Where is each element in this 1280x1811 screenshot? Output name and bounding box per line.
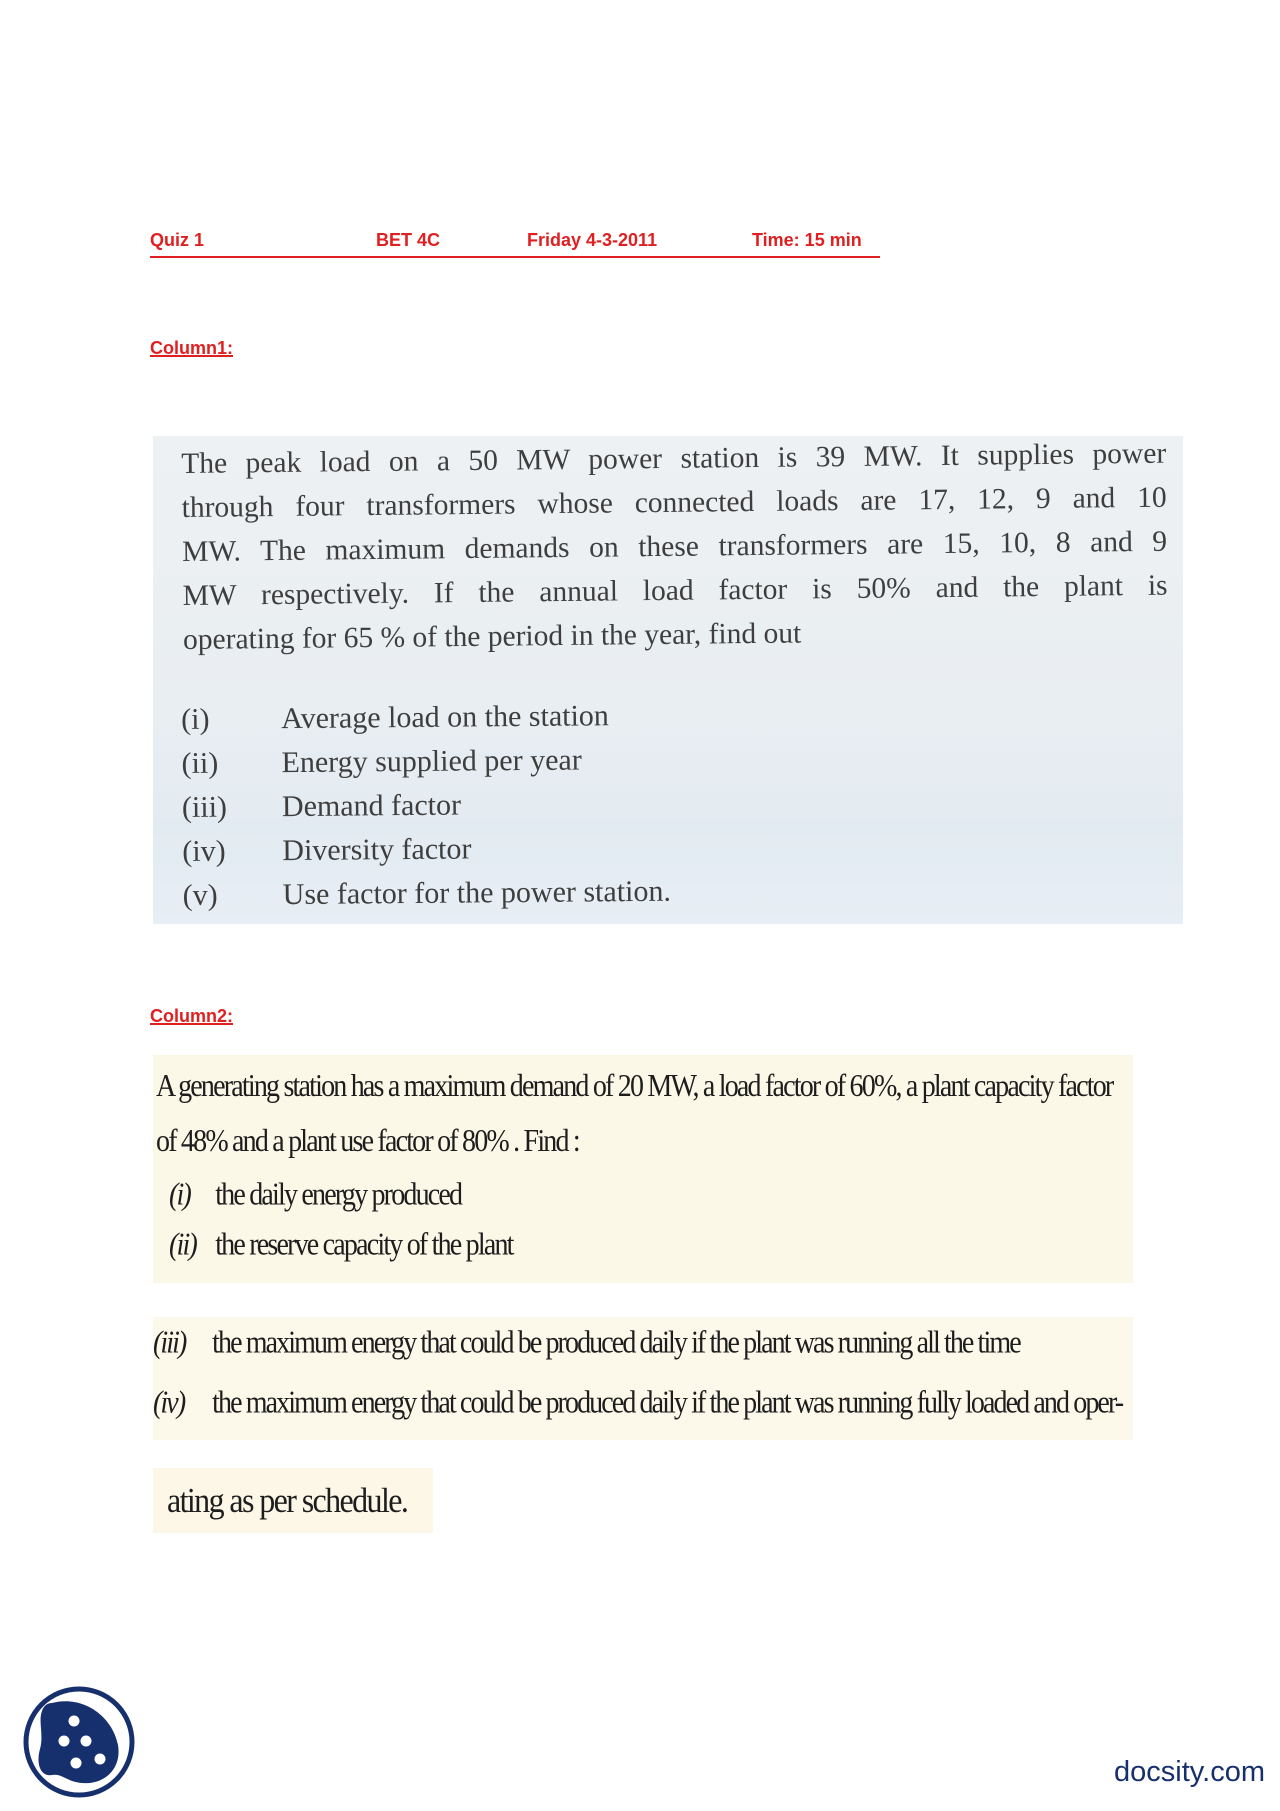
docsity-logo-icon [22,1685,136,1799]
item-text: Energy supplied per year [281,743,582,780]
list-item [169,1227,513,1264]
class-code: BET 4C [376,230,441,250]
column2-question: A generating station has a maximum demand of 20 MW, a load factor of 60%, a plant capacity factor of 48% and a plant use factor of 80% . Find : [156,1068,1113,1160]
question-line: MW respectively. If the annual load factor is 50% and the plant is [182,569,1168,612]
column2-items-scan [153,1317,1133,1440]
column2-label: Column2: [150,1006,233,1026]
docsity-brand[interactable]: docsity.com [1114,1756,1265,1788]
item-text: the daily energy produced [215,1177,462,1213]
question-line: MW. The maximum demands on these transformers are 15, 10, 8 and 9 [181,525,1168,568]
list-item [182,782,671,830]
item-number: (i) [181,702,210,736]
list-item [181,694,670,742]
question-line: operating for 65 % of the period in the year, find out [182,617,802,656]
item-number: (ii) [169,1227,197,1263]
continuation-text: ating as per schedule. [167,1480,408,1520]
list-item [183,870,672,918]
column2-continuation-scan [153,1468,433,1533]
list-item [169,1177,461,1214]
list-item [181,738,670,786]
item-number: (iii) [181,790,228,824]
list-item [182,826,671,874]
list-item [153,1325,1020,1362]
question-line: The peak load on a 50 MW power station is 39 MW. It supplies power [181,437,1167,480]
column1-question [181,432,1168,662]
quiz-title: Quiz 1 [150,230,205,250]
quiz-header [150,230,880,258]
item-number: (i) [169,1177,191,1213]
question-line: through four transformers whose connected loads are 17, 12, 9 and 10 [181,481,1167,524]
item-number: (iv) [153,1385,185,1421]
quiz-time: Time: 15 min [752,230,862,250]
item-text: the reserve capacity of the plant [215,1227,513,1263]
item-number: (iv) [182,834,226,868]
quiz-date: Friday 4-3-2011 [527,230,658,250]
item-number: (v) [182,878,218,912]
item-text: Demand factor [281,788,462,824]
list-item [153,1385,1122,1422]
item-text: the maximum energy that could be produced daily if the plant was running all the time [212,1325,1020,1361]
item-text: Average load on the station [281,699,609,736]
column1-question-scan [153,436,1183,924]
item-number: (ii) [181,746,219,780]
item-text: Use factor for the power station. [282,874,672,912]
item-text: Diversity factor [282,832,472,868]
column1-label: Column1: [150,338,233,358]
column2-question-scan [153,1055,1133,1283]
column1-item-list [181,694,671,918]
item-text: the maximum energy that could be produced daily if the plant was running fully loaded and oper- [212,1385,1123,1421]
item-number: (iii) [153,1325,186,1361]
